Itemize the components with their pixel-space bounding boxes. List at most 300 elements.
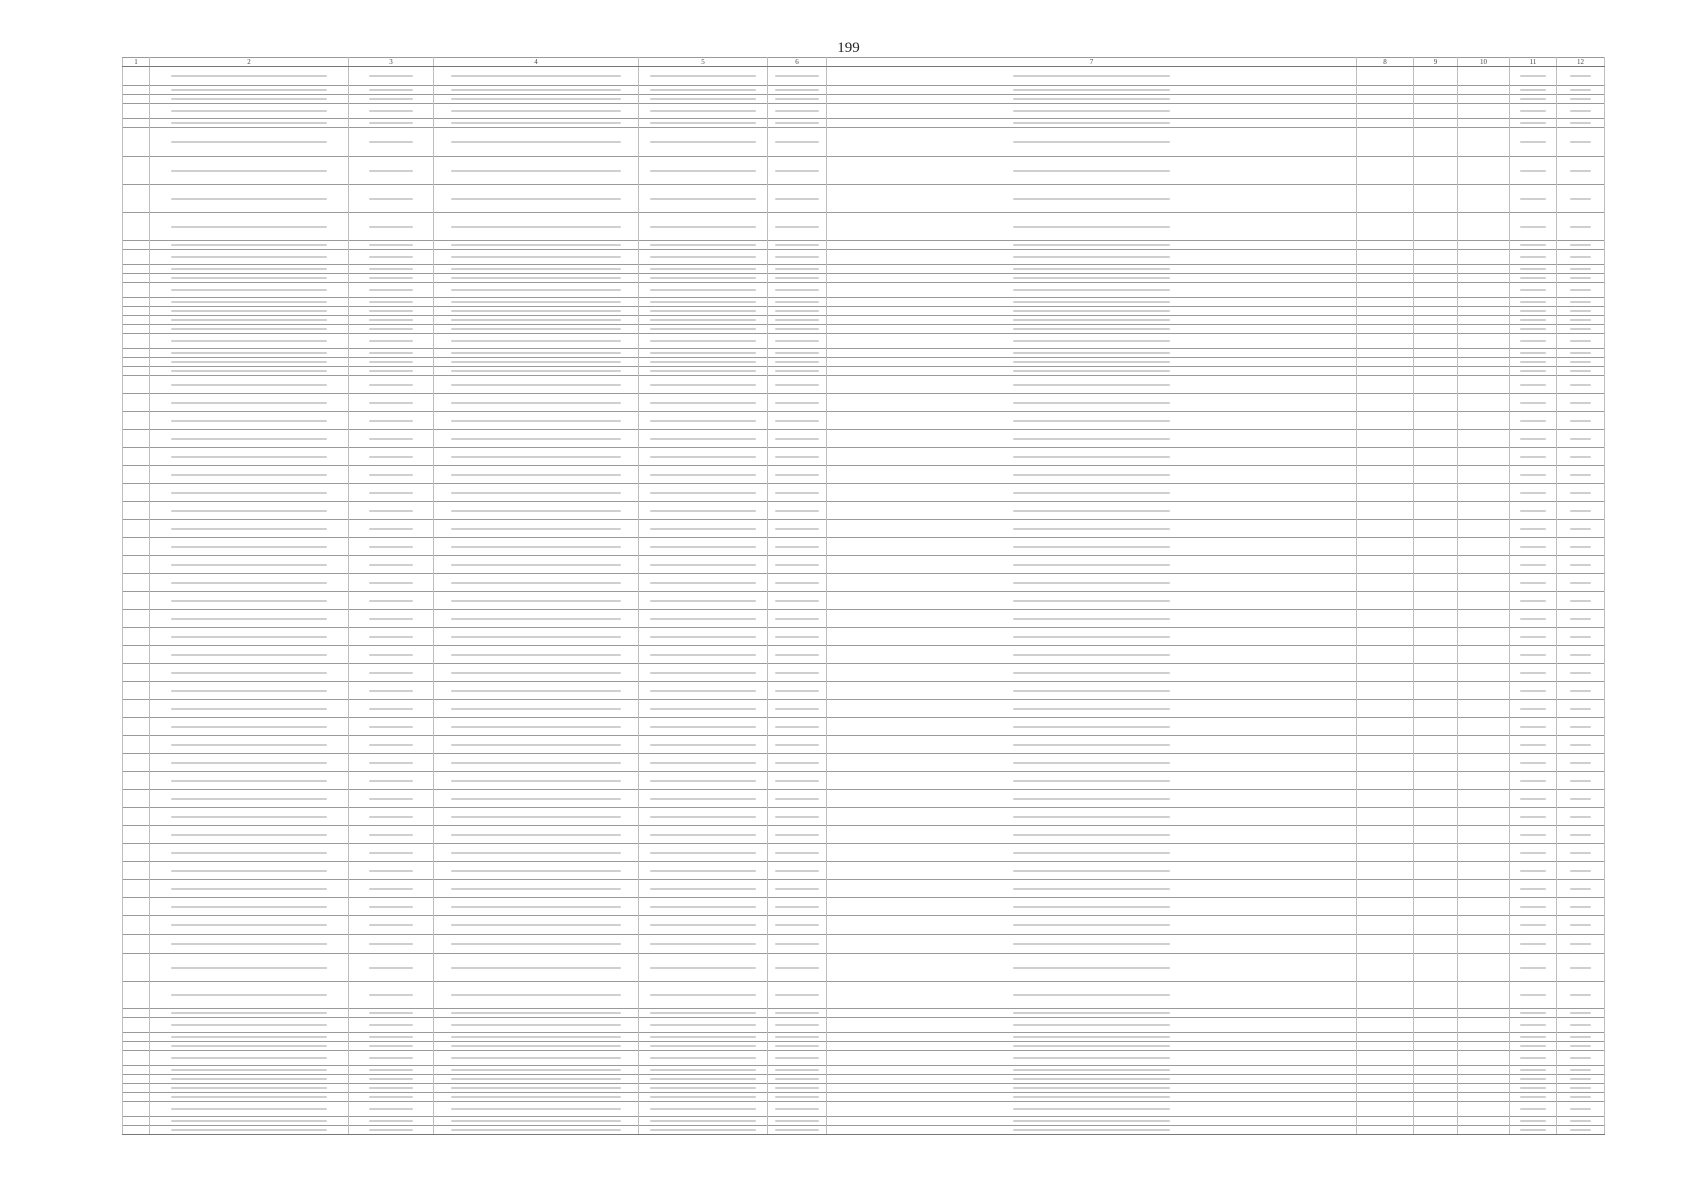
illegible-text — [451, 370, 621, 372]
illegible-text — [171, 852, 326, 854]
illegible-text — [369, 600, 413, 602]
table-cell — [827, 574, 1357, 592]
table-row — [123, 283, 1605, 298]
illegible-text — [650, 528, 755, 530]
table-cell — [349, 367, 434, 376]
table-cell — [349, 1117, 434, 1126]
illegible-text — [1570, 852, 1592, 854]
table-cell — [349, 325, 434, 334]
illegible-text — [1013, 654, 1171, 656]
table-cell — [434, 862, 639, 880]
table-row — [123, 538, 1605, 556]
illegible-text — [171, 1087, 326, 1089]
illegible-text — [775, 1036, 818, 1038]
table-cell — [1414, 316, 1458, 325]
table-cell — [123, 954, 150, 982]
table-cell — [768, 1009, 827, 1018]
table-cell — [768, 185, 827, 213]
illegible-text — [650, 967, 755, 969]
table-cell — [123, 241, 150, 250]
table-cell — [434, 898, 639, 916]
table-cell — [1357, 1051, 1414, 1066]
illegible-text — [775, 1096, 818, 1098]
illegible-text — [1013, 798, 1171, 800]
illegible-text — [775, 1129, 818, 1131]
table-cell — [639, 1051, 768, 1066]
table-cell — [1357, 574, 1414, 592]
table-cell — [827, 157, 1357, 185]
illegible-text — [650, 198, 755, 200]
illegible-text — [1013, 268, 1171, 270]
table-cell — [349, 430, 434, 448]
illegible-text — [1013, 690, 1171, 692]
illegible-text — [171, 636, 326, 638]
illegible-text — [451, 636, 621, 638]
table-cell — [150, 610, 349, 628]
table-cell — [827, 466, 1357, 484]
illegible-text — [369, 1057, 413, 1059]
table-cell — [1357, 1084, 1414, 1093]
table-cell — [639, 325, 768, 334]
table-cell — [1458, 157, 1510, 185]
table-cell — [1557, 556, 1605, 574]
table-cell — [768, 86, 827, 95]
table-cell — [827, 1009, 1357, 1018]
table-cell — [1357, 556, 1414, 574]
table-cell — [639, 754, 768, 772]
illegible-text — [775, 654, 818, 656]
illegible-text — [650, 1024, 755, 1026]
table-cell — [1510, 898, 1557, 916]
table-cell — [1414, 394, 1458, 412]
table-cell — [639, 592, 768, 610]
table-cell — [1414, 412, 1458, 430]
illegible-text — [369, 89, 413, 91]
table-row — [123, 646, 1605, 664]
table-cell — [349, 520, 434, 538]
table-cell — [768, 520, 827, 538]
table-cell — [349, 86, 434, 95]
column-header: 2 — [150, 58, 349, 67]
illegible-text — [775, 798, 818, 800]
table-cell — [123, 1117, 150, 1126]
illegible-text — [775, 690, 818, 692]
table-cell — [434, 1018, 639, 1033]
table-cell — [1458, 610, 1510, 628]
illegible-text — [1520, 1078, 1545, 1080]
table-cell — [768, 718, 827, 736]
table-cell — [434, 700, 639, 718]
table-cell — [1458, 556, 1510, 574]
table-cell — [639, 349, 768, 358]
illegible-text — [650, 89, 755, 91]
table-cell — [768, 628, 827, 646]
illegible-text — [1013, 600, 1171, 602]
table-cell — [123, 935, 150, 954]
table-cell — [639, 67, 768, 86]
illegible-text — [1570, 1096, 1592, 1098]
table-cell — [150, 1093, 349, 1102]
illegible-text — [451, 75, 621, 77]
illegible-text — [369, 762, 413, 764]
table-row — [123, 358, 1605, 367]
table-cell — [1458, 898, 1510, 916]
table-cell — [349, 119, 434, 128]
table-cell — [639, 250, 768, 265]
table-cell — [827, 538, 1357, 556]
table-cell — [1458, 538, 1510, 556]
illegible-text — [1570, 384, 1592, 386]
table-cell — [639, 412, 768, 430]
illegible-text — [1570, 319, 1592, 321]
table-cell — [1458, 592, 1510, 610]
illegible-text — [451, 268, 621, 270]
table-cell — [1510, 484, 1557, 502]
table-cell — [1510, 862, 1557, 880]
table-cell — [434, 316, 639, 325]
table-cell — [639, 128, 768, 157]
table-cell — [123, 334, 150, 349]
table-row — [123, 935, 1605, 954]
illegible-text — [451, 690, 621, 692]
table-cell — [1557, 1051, 1605, 1066]
illegible-text — [1013, 226, 1171, 228]
table-cell — [1510, 1033, 1557, 1042]
table-cell — [1458, 349, 1510, 358]
illegible-text — [650, 906, 755, 908]
table-cell — [1357, 119, 1414, 128]
table-cell — [349, 574, 434, 592]
table-cell — [349, 394, 434, 412]
table-cell — [1458, 826, 1510, 844]
table-row — [123, 954, 1605, 982]
table-cell — [349, 538, 434, 556]
table-row — [123, 466, 1605, 484]
illegible-text — [650, 456, 755, 458]
table-cell — [123, 394, 150, 412]
table-cell — [1510, 430, 1557, 448]
table-cell — [639, 954, 768, 982]
table-cell — [434, 1009, 639, 1018]
table-cell — [1510, 592, 1557, 610]
illegible-text — [1570, 870, 1592, 872]
illegible-text — [650, 256, 755, 258]
illegible-text — [451, 546, 621, 548]
illegible-text — [369, 943, 413, 945]
illegible-text — [1570, 994, 1592, 996]
illegible-text — [171, 582, 326, 584]
illegible-text — [650, 834, 755, 836]
table-cell — [1458, 412, 1510, 430]
table-cell — [1357, 718, 1414, 736]
table-cell — [1414, 736, 1458, 754]
illegible-text — [650, 852, 755, 854]
illegible-text — [650, 310, 755, 312]
table-row — [123, 265, 1605, 274]
table-cell — [1510, 808, 1557, 826]
table-cell — [1414, 86, 1458, 95]
illegible-text — [1520, 456, 1545, 458]
table-cell — [1557, 86, 1605, 95]
illegible-text — [369, 870, 413, 872]
table-cell — [1510, 556, 1557, 574]
illegible-text — [1570, 618, 1592, 620]
table-cell — [1557, 241, 1605, 250]
illegible-text — [369, 474, 413, 476]
table-cell — [150, 316, 349, 325]
illegible-text — [171, 438, 326, 440]
table-cell — [1357, 664, 1414, 682]
illegible-text — [369, 340, 413, 342]
table-cell — [1357, 1075, 1414, 1084]
illegible-text — [650, 943, 755, 945]
illegible-text — [775, 402, 818, 404]
table-cell — [827, 119, 1357, 128]
table-cell — [639, 935, 768, 954]
table-cell — [123, 1102, 150, 1117]
table-cell — [1557, 104, 1605, 119]
table-cell — [1414, 250, 1458, 265]
table-cell — [1458, 325, 1510, 334]
illegible-text — [369, 420, 413, 422]
table-cell — [1557, 484, 1605, 502]
table-cell — [1458, 1018, 1510, 1033]
table-cell — [349, 1009, 434, 1018]
table-row — [123, 1126, 1605, 1135]
table-cell — [1357, 95, 1414, 104]
table-row — [123, 718, 1605, 736]
illegible-text — [171, 618, 326, 620]
illegible-text — [775, 438, 818, 440]
illegible-text — [1520, 492, 1545, 494]
table-cell — [349, 628, 434, 646]
table-cell — [768, 1033, 827, 1042]
illegible-text — [650, 1078, 755, 1080]
table-cell — [150, 1066, 349, 1075]
table-cell — [150, 1051, 349, 1066]
table-cell — [827, 935, 1357, 954]
illegible-text — [1570, 361, 1592, 363]
table-cell — [150, 682, 349, 700]
table-cell — [1414, 104, 1458, 119]
table-cell — [827, 86, 1357, 95]
table-cell — [123, 325, 150, 334]
illegible-text — [1520, 402, 1545, 404]
illegible-text — [451, 98, 621, 100]
table-cell — [1357, 448, 1414, 466]
table-row — [123, 334, 1605, 349]
illegible-text — [1520, 301, 1545, 303]
table-row — [123, 862, 1605, 880]
table-cell — [434, 128, 639, 157]
illegible-text — [1013, 582, 1171, 584]
table-cell — [434, 718, 639, 736]
illegible-text — [369, 226, 413, 228]
illegible-text — [451, 600, 621, 602]
illegible-text — [1013, 492, 1171, 494]
table-cell — [827, 412, 1357, 430]
table-cell — [827, 1093, 1357, 1102]
illegible-text — [1520, 1045, 1545, 1047]
table-cell — [1458, 104, 1510, 119]
illegible-text — [1570, 906, 1592, 908]
illegible-text — [1570, 75, 1592, 77]
illegible-text — [451, 1096, 621, 1098]
table-cell — [1557, 1102, 1605, 1117]
table-row — [123, 682, 1605, 700]
illegible-text — [1013, 726, 1171, 728]
table-cell — [1557, 916, 1605, 935]
illegible-text — [775, 780, 818, 782]
illegible-text — [650, 1036, 755, 1038]
table-cell — [349, 898, 434, 916]
illegible-text — [171, 1129, 326, 1131]
table-cell — [768, 736, 827, 754]
illegible-text — [650, 474, 755, 476]
table-cell — [827, 682, 1357, 700]
table-cell — [123, 349, 150, 358]
illegible-text — [775, 726, 818, 728]
illegible-text — [1520, 89, 1545, 91]
table-cell — [827, 367, 1357, 376]
table-cell — [1414, 1084, 1458, 1093]
table-cell — [434, 520, 639, 538]
table-cell — [1510, 448, 1557, 466]
illegible-text — [650, 600, 755, 602]
illegible-text — [1570, 310, 1592, 312]
table-cell — [639, 898, 768, 916]
illegible-text — [775, 967, 818, 969]
table-cell — [150, 325, 349, 334]
table-cell — [1414, 185, 1458, 213]
illegible-text — [451, 618, 621, 620]
illegible-text — [369, 370, 413, 372]
illegible-text — [775, 289, 818, 291]
illegible-text — [171, 906, 326, 908]
table-cell — [1414, 1009, 1458, 1018]
illegible-text — [1013, 198, 1171, 200]
illegible-text — [1570, 89, 1592, 91]
illegible-text — [650, 1069, 755, 1071]
table-cell — [1357, 241, 1414, 250]
table-cell — [1510, 283, 1557, 298]
table-cell — [1458, 448, 1510, 466]
table-cell — [639, 119, 768, 128]
column-header: 7 — [827, 58, 1357, 67]
table-cell — [349, 316, 434, 325]
table-cell — [434, 754, 639, 772]
table-cell — [349, 862, 434, 880]
table-cell — [1414, 520, 1458, 538]
table-cell — [349, 298, 434, 307]
illegible-text — [171, 1096, 326, 1098]
table-cell — [150, 104, 349, 119]
illegible-text — [171, 89, 326, 91]
table-cell — [639, 664, 768, 682]
illegible-text — [369, 1036, 413, 1038]
table-cell — [639, 1075, 768, 1084]
illegible-text — [775, 762, 818, 764]
illegible-text — [171, 268, 326, 270]
illegible-text — [650, 1108, 755, 1110]
table-cell — [123, 808, 150, 826]
illegible-text — [451, 564, 621, 566]
table-cell — [1557, 157, 1605, 185]
table-cell — [434, 484, 639, 502]
table-cell — [123, 157, 150, 185]
illegible-text — [1520, 328, 1545, 330]
table-cell — [1414, 157, 1458, 185]
illegible-text — [369, 744, 413, 746]
table-cell — [1510, 628, 1557, 646]
table-cell — [827, 394, 1357, 412]
table-cell — [827, 376, 1357, 394]
illegible-text — [369, 402, 413, 404]
table-cell — [1414, 610, 1458, 628]
table-cell — [150, 700, 349, 718]
table-cell — [1510, 412, 1557, 430]
table-cell — [349, 1066, 434, 1075]
table-cell — [639, 86, 768, 95]
table-row — [123, 1042, 1605, 1051]
illegible-text — [1570, 690, 1592, 692]
table-row — [123, 484, 1605, 502]
table-cell — [639, 646, 768, 664]
illegible-text — [1570, 762, 1592, 764]
illegible-text — [1520, 780, 1545, 782]
illegible-text — [1013, 994, 1171, 996]
illegible-text — [1013, 277, 1171, 279]
table-cell — [1510, 880, 1557, 898]
table-cell — [1414, 298, 1458, 307]
table-cell — [434, 274, 639, 283]
illegible-text — [451, 888, 621, 890]
illegible-text — [171, 672, 326, 674]
table-cell — [1557, 935, 1605, 954]
table-cell — [150, 754, 349, 772]
table-cell — [1510, 1084, 1557, 1093]
illegible-text — [451, 528, 621, 530]
illegible-text — [369, 1096, 413, 1098]
table-cell — [1357, 67, 1414, 86]
illegible-text — [1013, 122, 1171, 124]
illegible-text — [1520, 370, 1545, 372]
table-cell — [1557, 1009, 1605, 1018]
illegible-text — [650, 289, 755, 291]
illegible-text — [1520, 170, 1545, 172]
table-cell — [639, 466, 768, 484]
table-cell — [1414, 128, 1458, 157]
illegible-text — [451, 870, 621, 872]
table-cell — [1557, 412, 1605, 430]
table-cell — [150, 736, 349, 754]
table-cell — [1557, 466, 1605, 484]
illegible-text — [1013, 384, 1171, 386]
table-cell — [827, 334, 1357, 349]
table-cell — [349, 128, 434, 157]
table-cell — [639, 1042, 768, 1051]
illegible-text — [1013, 708, 1171, 710]
table-cell — [150, 646, 349, 664]
table-cell — [639, 610, 768, 628]
table-cell — [1414, 265, 1458, 274]
table-cell — [150, 367, 349, 376]
table-cell — [1510, 1009, 1557, 1018]
table-cell — [1458, 954, 1510, 982]
table-cell — [434, 448, 639, 466]
illegible-text — [171, 141, 326, 143]
table-cell — [1414, 700, 1458, 718]
